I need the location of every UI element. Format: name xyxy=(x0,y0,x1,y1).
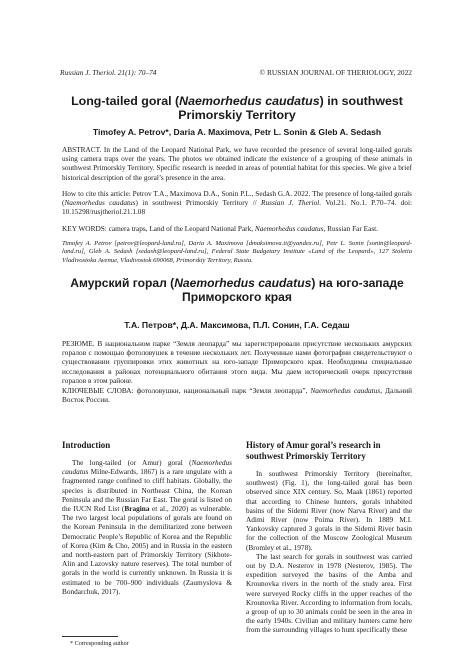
citation-text: ) in southwest Primorskiy Territory // xyxy=(135,198,261,208)
ru-keywords-text: КЛЮЧЕВЫЕ СЛОВА: фотоловушки, национальный парк “Земля леопарда”, xyxy=(62,386,311,395)
author-affiliations: Timofey A. Petrov [petrov@leopard-land.ru], Daria A. Maximova [dmaksimova.ti@yandex.ru], Petr L. Sonin [sonin@leopard-land.ru], Gleb A. Sedash [sedash@leopard-land.ru], Federal State Budgetary Institute «Land of the Leopard», 127 Stoletia Vladivostoka Avenue, Vladivostok 690068, Primorskiy Territory, Russia. xyxy=(62,240,412,264)
history-paragraph-2: The last search for gorals in southwest was carried out by D.A. Nesterov in 1978 (Nesterov, 1985). The expedition surveyed the basins of the Amba and Krounovka rivers in the north of the study area. First were surveyed Rocky cliffs in the upper reaches of the Krounovka River. According to information from locals, a group of up to 30 animals could be seen in the area in the early 1940s. Civilian and military hunters came here from the surrounding villages to hunt specifically these xyxy=(246,551,412,635)
copyright-notice: © RUSSIAN JOURNAL OF THERIOLOGY, 2022 xyxy=(259,68,412,77)
title-part: Long-tailed goral ( xyxy=(71,94,180,108)
intro-cited-author: Bragina xyxy=(124,504,150,514)
russian-abstract: РЕЗЮМЕ. В национальном парке “Земля леопарда” мы зарегистрировали присутствие нескольких амурских горалов с помощью фотоловушек в течение нескольких лет. Полученные нами фотографии свидетельствуют о существовании группировки этих животных на юго-западе Приморского края. Необходимы специальные исследования в районах потенциального обитания этого вида. Мы даем исторический очерк присутствия горалов в этом районе. xyxy=(62,339,412,385)
article-title xyxy=(60,94,414,122)
ru-keywords-text: , Дальний Восток России. xyxy=(62,386,413,405)
russian-title xyxy=(60,276,414,304)
keywords-species: Naemorhedus caudatus xyxy=(254,224,324,233)
citation-note xyxy=(62,189,412,217)
intro-text-run: Milne-Edwards, 1867) is a rare ungulate with a fragmented range confined to cliff habitats. Globally, the species is distributed in Northeast China, the Korean Peninsula and the Russian Far East. The goral is listed on the IUCN Red List ( xyxy=(62,467,232,514)
ru-keywords-species: Naemorhedus caudatus xyxy=(310,386,381,395)
keywords-text: KEY WORDS: camera traps, Land of the Leopard National Park, xyxy=(62,224,255,233)
intro-text-run: The long-tailed (or Amur) goral ( xyxy=(72,458,192,467)
intro-text-run: et al., 2020) as vulnerable. The two largest local populations of gorals are found on the Korean Peninsula in the demilitarized zone between Democratic People’s Republic of Korea and the Republic of Korea (Kim & Cho, 2005) and in Russia in the eastern and north-eastern part of Primorskiy Territory (Sikhote-Alin and Lazovsky nature reserves). The total number of gorals in the world is currently unknown. In Russia it is estimated to be 700–900 individuals (Zaumyslova & Bondarchuk, 2017). xyxy=(62,504,232,596)
ru-title-part: ) на юго-западе Приморского края xyxy=(182,276,404,304)
citation-text: How to cite this article: Petrov T.A., Maximova D.A., Sonin P.L., Sedash G.A. 2022. The presence of long-tailed gorals ( xyxy=(62,189,412,208)
intro-text xyxy=(62,458,232,596)
history-heading: History of Amur goral’s research in southwest Primorskiy Territory xyxy=(246,440,381,461)
history-paragraph-1: In southwest Primorskiy Territory (hereinafter, southwest) (Fig. 1), the long-tailed goral has been observed since XIX century. So, Maak (1861) reported that according to Chinese hunters, gorals inhabited basins of the Sidemi River (now Narva River) and the Adimi River (now Poima River). In 1889 M.I. Yankovsky captured 3 gorals in the Sidemi River basin for the collection of the Moscow Zoological Museum (Bromley et al., 1978). xyxy=(246,469,412,552)
footnote-divider xyxy=(62,636,118,637)
russian-keywords xyxy=(62,386,412,404)
ru-title-species: Naemorhedus caudatus xyxy=(174,276,312,290)
russian-authors: Т.А. Петров*, Д.А. Максимова, П.Л. Сонин, Г.А. Седаш xyxy=(124,320,350,330)
running-head xyxy=(60,68,412,77)
keywords xyxy=(62,224,412,233)
keywords-text: , Russian Far East. xyxy=(323,224,379,233)
title-part: ) in southwest Primorskiy Territory xyxy=(178,94,403,122)
history-text xyxy=(246,469,412,635)
citation-text: Vol.21. No.1. P.70–74. doi: 10.15298/rusjtheriol.21.1.08 xyxy=(62,198,413,217)
intro-species: Naemorhedus caudatus xyxy=(62,458,232,477)
footnote: * Corresponding author xyxy=(70,640,129,647)
ru-title-part: Амурский горал ( xyxy=(70,276,175,290)
citation-species: Naemorhedus caudatus xyxy=(64,198,136,208)
article-authors: Timofey A. Petrov*, Daria A. Maximova, Petr L. Sonin & Gleb A. Sedash xyxy=(92,127,382,137)
journal-citation: Russian J. Theriol. 21(1): 70–74 xyxy=(60,68,157,77)
intro-paragraph xyxy=(62,458,232,596)
intro-heading: Introduction xyxy=(62,440,111,450)
abstract: ABSTRACT. In the Land of the Leopard National Park, we have recorded the presence of several long-tailed gorals using camera traps over the years. The photos we obtained indicate the existence of a grouping of these animals in southwest Primorskiy Territory. Specific research is needed in areas of potential habitat for this species. We give a brief historical description of the goral’s presence in the area. xyxy=(62,145,412,182)
citation-journal: Russian J. Theriol. xyxy=(261,198,322,208)
title-species: Naemorhedus caudatus xyxy=(179,94,320,108)
